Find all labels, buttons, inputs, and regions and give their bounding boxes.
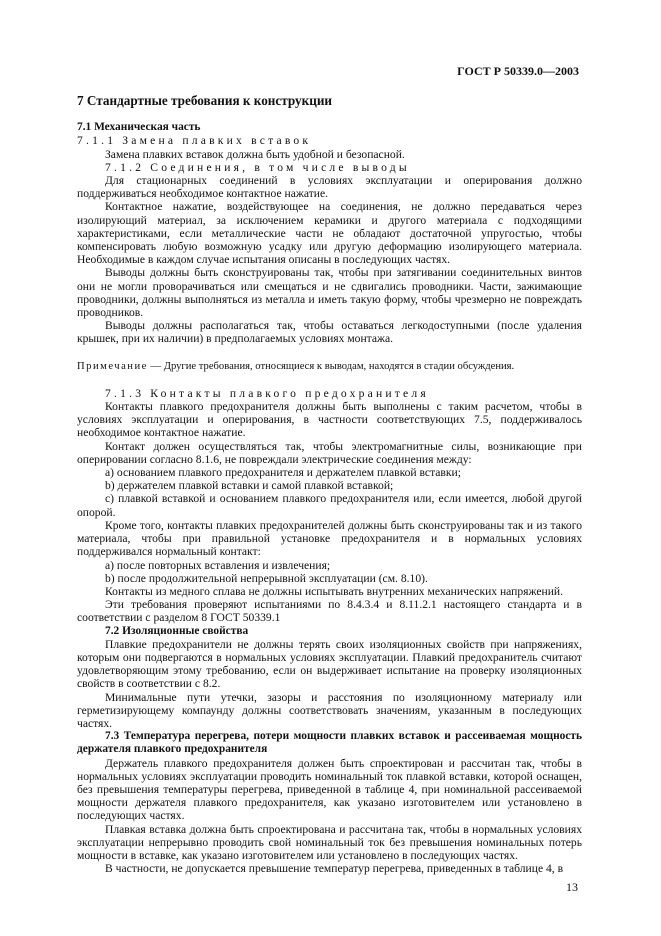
section-7-1-heading: 7.1 Механическая часть xyxy=(77,121,201,134)
paragraph: Кроме того, контакты плавких предохранителей должны быть сконструированы так и из такого материала, чтобы при правильной установке предохранителя и в нормальных условиях поддерживался нормальный контакт: xyxy=(77,518,582,559)
section-7-3-heading: 7.3 Температура перегрева, потери мощности плавких вставок и рассеиваемая мощность держателя плавкого предохранителя xyxy=(77,730,582,756)
paragraph: Для стационарных соединений в условиях эксплуатации и оперирования должно поддерживаться необходимое контактное нажатие. xyxy=(77,174,582,201)
section-7-1-3-heading: 7.1.3 Контакты плавкого предохранителя xyxy=(105,386,429,400)
list-item: a) основанием плавкого предохранителя и держателем плавкой вставки; xyxy=(105,466,461,480)
paragraph: Контакт должен осуществляться так, чтобы электромагнитные силы, возникающие при оперировании согласно 8.1.6, не повреждали электрические соединения между: xyxy=(77,439,582,466)
paragraph: Контакты плавкого предохранителя должны быть выполнены с таким расчетом, чтобы в условиях эксплуатации и оперирования, в частности соответствующих 7.5, поддерживалось необходимое контактное нажатие. xyxy=(77,400,582,440)
paragraph: Замена плавких вставок должна быть удобной и безопасной. xyxy=(105,147,405,161)
paragraph: Минимальные пути утечки, зазоры и расстояния по изоляционному материалу или герметизирующему компаунду должны соответствовать значениям, указанным в последующих частях. xyxy=(77,690,582,730)
section-7-1-2-heading: 7.1.2 Соединения, в том числе выводы xyxy=(105,160,410,174)
note-text: — Другие требования, относящиеся к выводам, находятся в стадии обсуждения. xyxy=(147,360,515,372)
section-7-1-1-heading: 7.1.1 Замена плавких вставок xyxy=(77,134,312,148)
note xyxy=(77,360,582,373)
page-number: 13 xyxy=(566,880,578,894)
list-item: c) плавкой вставкой и основанием плавкого предохранителя или, если имеется, любой другой опорой. xyxy=(77,492,582,519)
paragraph: Контакты из медного сплава не должны испытывать внутренних механических напряжений. xyxy=(105,584,564,598)
paragraph: Плавкая вставка должна быть спроектирована и рассчитана так, чтобы в нормальных условиях эксплуатации непрерывно проводить свой номинальный ток без превышения номинальных потерь мощности в вставке, как указано изготовителем или установлено в последующих частях. xyxy=(77,822,582,862)
paragraph: Выводы должны располагаться так, чтобы оставаться легкодоступными (после удаления крышек, при их наличии) в предполагаемых условиях монтажа. xyxy=(77,319,582,346)
section-7-2-heading: 7.2 Изоляционные свойства xyxy=(105,624,249,637)
paragraph: Плавкие предохранители не должны терять своих изоляционных свойств при напряжениях, которым они подвергаются в нормальных условиях эксплуатации. Плавкий предохранитель считают удовлетворяющим этому требованию, если он выдерживает испытание на проверку изоляционных свойств в соответствии с 8.2. xyxy=(77,637,582,691)
page-body xyxy=(77,88,582,875)
section-7-heading: 7 Стандартные требования к конструкции xyxy=(77,93,333,108)
paragraph: Выводы должны быть сконструированы так, чтобы при затягивании соединительных винтов они не могли проворачиваться или смещаться и не сдвигались проводники. Части, зажимающие проводники, должны выполняться из металла и иметь такую форму, чтобы чрезмерно не повреждать проводников. xyxy=(77,266,582,320)
list-item: b) держателем плавкой вставки и самой плавкой вставкой; xyxy=(105,479,394,493)
note-label: Примечание xyxy=(77,360,148,372)
list-item: b) после продолжительной непрерывной эксплуатации (см. 8.10). xyxy=(105,571,428,585)
paragraph: Контактное нажатие, воздействующее на соединения, не должно передаваться через изолирующий материал, за исключением керамики и другого материала с подходящими характеристиками, если металлические части не обладают достаточной упругостью, чтобы компенсировать любую возможную усадку или другую деформацию изолирующего материала. Необходимые в каждом случае испытания описаны в последующих частях. xyxy=(77,200,582,267)
document-id: ГОСТ Р 50339.0—2003 xyxy=(457,64,579,78)
list-item: a) после повторных вставления и извлечения; xyxy=(105,558,331,572)
paragraph: Эти требования проверяют испытаниями по 8.4.3.4 и 8.11.2.1 настоящего стандарта и в соответствии с разделом 8 ГОСТ 50339.1 xyxy=(77,598,582,625)
paragraph: Держатель плавкого предохранителя должен быть спроектирован и рассчитан так, чтобы в нормальных условиях эксплуатации проводить номинальный ток плавкой вставки, которой оснащен, без превышения температуры перегрева, приведенной в таблице 4, при номинальной рассеиваемой мощности держателя плавкого предохранителя, как указано изготовителем или установлено в последующих частях. xyxy=(77,756,582,823)
paragraph: В частности, не допускается превышение температур перегрева, приведенных в таблице 4, в xyxy=(105,862,564,876)
